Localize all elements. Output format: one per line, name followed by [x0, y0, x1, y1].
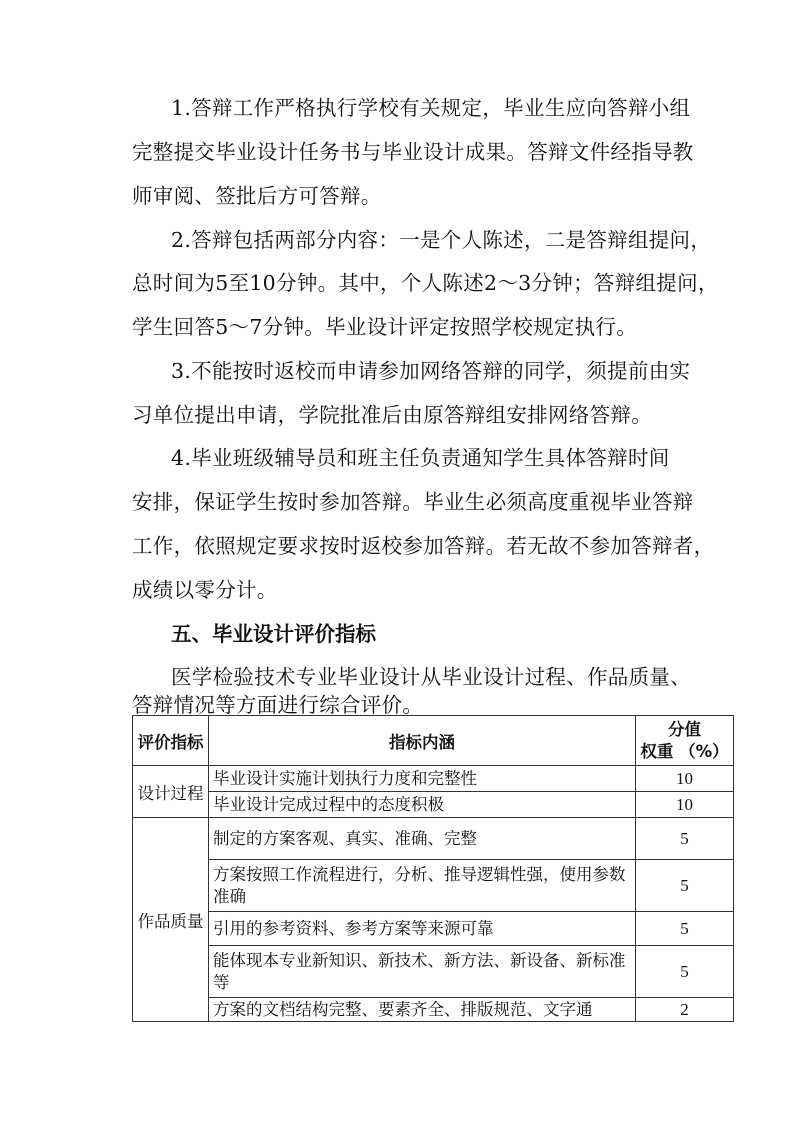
- paragraph-3-line-2: 习单位提出申请，学院批准后由原答辩组安排网络答辩。: [132, 403, 652, 427]
- row-content: 引用的参考资料、参考方案等来源可靠: [209, 912, 636, 946]
- section-intro-line-1: 医学检验技术专业毕业设计从毕业设计过程、作品质量、: [171, 665, 691, 689]
- row-score: 5: [636, 860, 734, 912]
- table-row: [133, 818, 734, 860]
- row-score: 2: [636, 998, 734, 1022]
- paragraph-1-line-3: 师审阅、签批后方可答辩。: [132, 184, 382, 208]
- row-content: 毕业设计完成过程中的态度积极: [209, 792, 636, 818]
- row-score: 5: [636, 912, 734, 946]
- row-content: 毕业设计实施计划执行力度和完整性: [209, 766, 636, 792]
- header-content: 指标内涵: [209, 716, 636, 766]
- paragraph-2-line-3: 学生回答5～7分钟。毕业设计评定按照学校规定执行。: [132, 315, 638, 339]
- paragraph-2-line-2: 总时间为5至10分钟。其中，个人陈述2～3分钟；答辩组提问，: [132, 271, 719, 295]
- table-row: [133, 860, 734, 912]
- category-design-process: 设计过程: [133, 766, 209, 818]
- paragraph-1-line-1: 1.答辩工作严格执行学校有关规定，毕业生应向答辩小组: [171, 96, 691, 120]
- table-row: [133, 946, 734, 998]
- row-score: 5: [636, 818, 734, 860]
- category-work-quality: 作品质量: [133, 818, 209, 1022]
- row-score: 10: [636, 792, 734, 818]
- row-score: 10: [636, 766, 734, 792]
- table-row: [133, 792, 734, 818]
- paragraph-2-line-1: 2.答辩包括两部分内容：一是个人陈述，二是答辩组提问，: [171, 228, 712, 252]
- row-content: 方案按照工作流程进行，分析、推导逻辑性强，使用参数准确: [209, 860, 636, 912]
- table-row: [133, 998, 734, 1022]
- header-score-line-2: 权重 （%）: [640, 741, 729, 761]
- paragraph-4-line-4: 成绩以零分计。: [132, 578, 278, 602]
- section-heading: 五、毕业设计评价指标: [171, 622, 376, 646]
- paragraph-4-line-3: 工作，依照规定要求按时返校参加答辩。若无故不参加答辩者，: [132, 534, 715, 558]
- table-row: [133, 912, 734, 946]
- paragraph-4-line-1: 4.毕业班级辅导员和班主任负责通知学生具体答辩时间: [171, 446, 670, 470]
- table-row: [133, 766, 734, 792]
- section-intro-line-2: 答辩情况等方面进行综合评价。: [132, 693, 424, 717]
- table-header-row: [133, 716, 734, 766]
- evaluation-table: [132, 715, 734, 1022]
- row-content: 制定的方案客观、真实、准确、完整: [209, 818, 636, 860]
- header-score: [636, 716, 734, 766]
- paragraph-1-line-2: 完整提交毕业设计任务书与毕业设计成果。答辩文件经指导教: [132, 140, 694, 164]
- paragraph-3-line-1: 3.不能按时返校而申请参加网络答辩的同学，须提前由实: [171, 359, 691, 383]
- header-indicator: 评价指标: [133, 716, 209, 766]
- row-content: 方案的文档结构完整、要素齐全、排版规范、文字通: [209, 998, 636, 1022]
- header-score-line-1: 分值: [668, 719, 701, 739]
- paragraph-4-line-2: 安排，保证学生按时参加答辩。毕业生必须高度重视毕业答辩: [132, 490, 694, 514]
- row-content: 能体现本专业新知识、新技术、新方法、新设备、新标准等: [209, 946, 636, 998]
- row-score: 5: [636, 946, 734, 998]
